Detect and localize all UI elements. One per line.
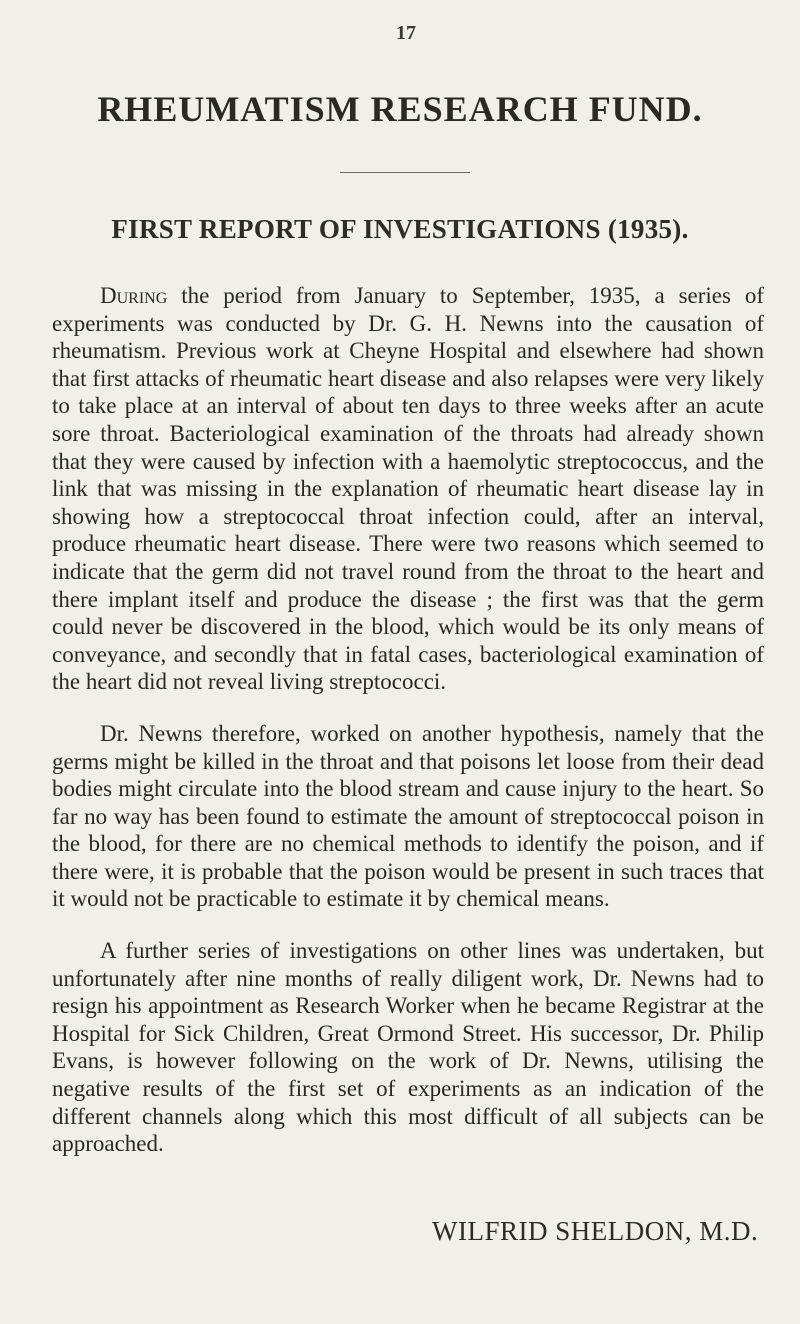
paragraph-3 <box>52 937 764 1158</box>
paragraph-1-lead: During <box>100 283 168 308</box>
paragraph-2-text: Dr. Newns therefore, worked on another hypothesis, namely that the germs might be killed in the throat and that poisons let loose from their dead bodies might circulate into the blood stream and cause injury to the heart. So far no way has been found to estimate the amount of streptococcal poison in the blood, for there are no chemical methods to identify the poison, and if there were, it is probable that the poison would be present in such traces that it would not be practicable to estimate it by chemical means. <box>52 720 764 912</box>
title-rule <box>340 172 470 173</box>
page-title: RHEUMATISM RESEARCH FUND. <box>97 89 703 129</box>
author-signature: WILFRID SHELDON, M.D. <box>432 1216 759 1246</box>
paragraph-3-text: A further series of investigations on other lines was undertaken, but unfortunately after nine months of really diligent work, Dr. Newns had to resign his appointment as Research Worker when he became Registrar at the Hospital for Sick Children, Great Ormond Street. His successor, Dr. Philip Evans, is however following on the work of Dr. Newns, utilising the negative results of the first set of experiments as an indication of the different channels along which this most difficult of all subjects can be approached. <box>52 938 764 1157</box>
report-body <box>52 282 764 1182</box>
paragraph-1-text: the period from January to September, 1935, a series of experiments was conducted by Dr. G. H. Newns into the causation of rheumatism. Previous work at Cheyne Hospital and elsewhere had shown that first attacks of rheumatic heart disease and also relapses were very likely to take place at an interval of about ten days to three weeks after an acute sore throat. Bacteriological examination of the throats had already shown that they were caused by infection with a haemolytic streptococcus, and the link that was missing in the explanation of rheumatic heart disease lay in showing how a streptococcal throat infection could, after an interval, produce rheumatic heart disease. There were two reasons which seemed to indicate that the germ did not travel round from the throat to the heart and there implant itself and produce the disease ; the first was that the germ could never be discovered in the blood, which would be its only means of conveyance, and secondly that in fatal cases, bacteriological examination of the heart did not reveal living streptococci. <box>52 283 764 695</box>
page-number: 17 <box>396 22 416 44</box>
report-subtitle: FIRST REPORT OF INVESTIGATIONS (1935). <box>111 214 689 244</box>
paragraph-2 <box>52 720 764 913</box>
paragraph-1 <box>52 282 764 696</box>
